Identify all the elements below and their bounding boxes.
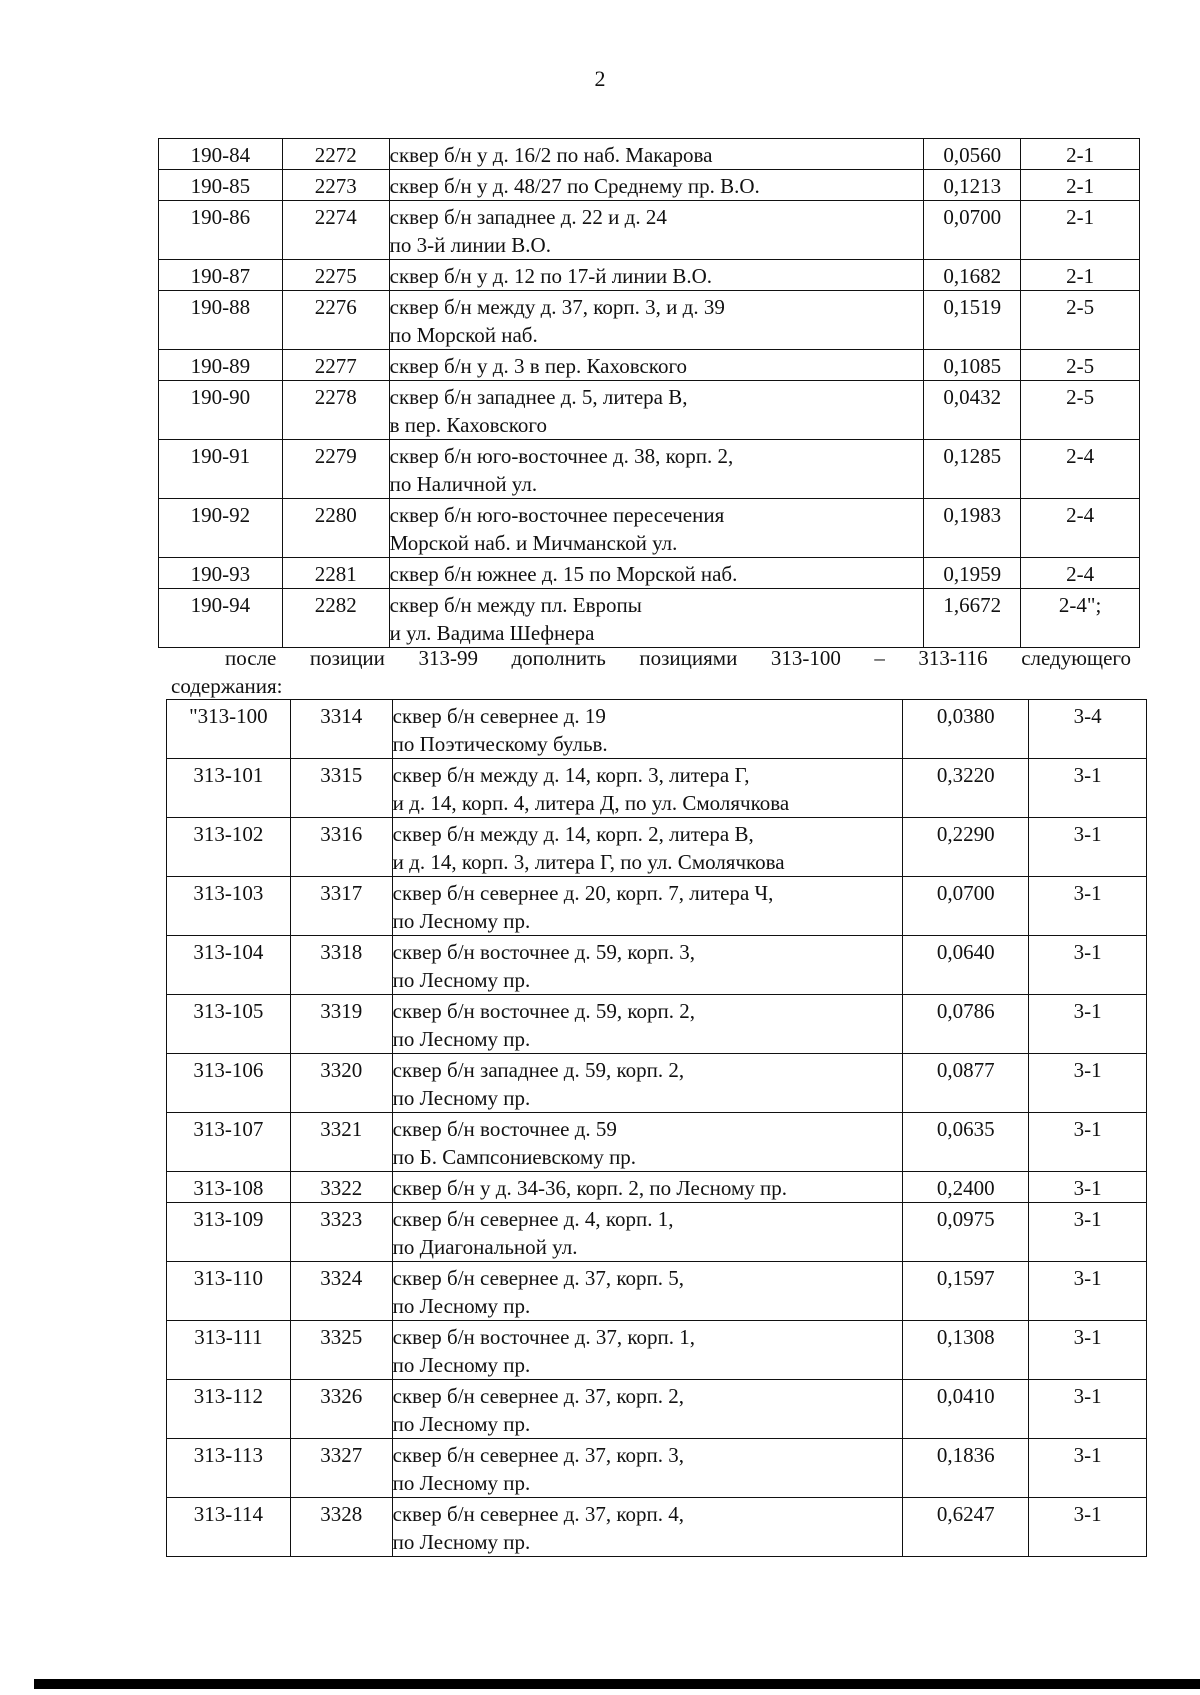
square-name-cell — [392, 759, 903, 818]
position-code-cell: 190-85 — [159, 170, 283, 201]
table-row — [167, 995, 1147, 1054]
zone-cell: 2-5 — [1021, 350, 1140, 381]
square-name-cell — [392, 936, 903, 995]
table-row — [167, 1262, 1147, 1321]
table-row — [159, 201, 1140, 260]
registry-number-cell: 2274 — [282, 201, 389, 260]
square-name-cell — [392, 1203, 903, 1262]
table-row — [159, 170, 1140, 201]
position-code-cell: 190-84 — [159, 139, 283, 170]
squares-table-lower — [166, 699, 1147, 1557]
zone-cell: 3-1 — [1029, 818, 1147, 877]
zone-cell: 2-4 — [1021, 440, 1140, 499]
square-name-cell — [389, 440, 924, 499]
area-cell: 0,0380 — [903, 700, 1029, 759]
square-name-line: сквер б/н западнее д. 22 и д. 24 — [389, 205, 667, 229]
table-row — [167, 1380, 1147, 1439]
square-name-cell — [392, 1498, 903, 1557]
square-name-line: по Наличной ул. — [389, 472, 538, 496]
registry-number-cell: 3316 — [290, 818, 392, 877]
square-name-line: по Лесному пр. — [392, 1471, 531, 1495]
registry-number-cell: 2275 — [282, 260, 389, 291]
square-name-cell — [392, 877, 903, 936]
area-cell: 0,0700 — [924, 201, 1021, 260]
square-name-cell — [389, 558, 924, 589]
square-name-cell — [392, 1054, 903, 1113]
position-code-cell: 190-92 — [159, 499, 283, 558]
area-cell: 0,0786 — [903, 995, 1029, 1054]
area-cell: 0,2290 — [903, 818, 1029, 877]
position-code-cell: 190-86 — [159, 201, 283, 260]
area-cell: 0,1836 — [903, 1439, 1029, 1498]
position-code-cell: 313-102 — [167, 818, 291, 877]
zone-cell: 3-1 — [1029, 1439, 1147, 1498]
square-name-line: сквер б/н между д. 14, корп. 2, литера В, — [392, 822, 754, 846]
registry-number-cell: 3318 — [290, 936, 392, 995]
table-row — [167, 1172, 1147, 1203]
square-name-line: сквер б/н между д. 37, корп. 3, и д. 39 — [389, 295, 725, 319]
square-name-line: сквер б/н севернее д. 37, корп. 3, — [392, 1443, 685, 1467]
table-row — [159, 139, 1140, 170]
square-name-cell — [389, 170, 924, 201]
square-name-line: сквер б/н у д. 16/2 по наб. Макарова — [389, 143, 713, 167]
area-cell: 0,1983 — [924, 499, 1021, 558]
position-code-cell: 190-87 — [159, 260, 283, 291]
square-name-cell — [392, 700, 903, 759]
square-name-line: сквер б/н юго-восточнее пересечения — [389, 503, 725, 527]
area-cell: 0,0635 — [903, 1113, 1029, 1172]
table-row — [167, 1203, 1147, 1262]
table-row — [167, 877, 1147, 936]
square-name-line: сквер б/н западнее д. 5, литера В, — [389, 385, 688, 409]
position-code-cell: 313-103 — [167, 877, 291, 936]
square-name-line: сквер б/н у д. 34-36, корп. 2, по Лесному пр. — [392, 1176, 787, 1200]
square-name-cell — [392, 818, 903, 877]
zone-cell: 3-1 — [1029, 1380, 1147, 1439]
area-cell: 0,0640 — [903, 936, 1029, 995]
zone-cell: 3-1 — [1029, 1498, 1147, 1557]
square-name-cell — [392, 1113, 903, 1172]
square-name-cell — [389, 350, 924, 381]
registry-number-cell: 3314 — [290, 700, 392, 759]
squares-table-upper — [158, 138, 1140, 648]
registry-number-cell: 3324 — [290, 1262, 392, 1321]
position-code-cell: 313-109 — [167, 1203, 291, 1262]
square-name-line: сквер б/н у д. 3 в пер. Каховского — [389, 354, 688, 378]
square-name-cell — [392, 1172, 903, 1203]
zone-cell: 2-5 — [1021, 291, 1140, 350]
square-name-line: сквер б/н восточнее д. 37, корп. 1, — [392, 1325, 696, 1349]
registry-number-cell: 3320 — [290, 1054, 392, 1113]
registry-number-cell: 3315 — [290, 759, 392, 818]
square-name-cell — [389, 139, 924, 170]
position-code-cell: 190-91 — [159, 440, 283, 499]
table-row — [167, 818, 1147, 877]
square-name-cell — [389, 499, 924, 558]
square-name-line: сквер б/н юго-восточнее д. 38, корп. 2, — [389, 444, 734, 468]
table-row — [159, 558, 1140, 589]
registry-number-cell: 3321 — [290, 1113, 392, 1172]
area-cell: 0,0432 — [924, 381, 1021, 440]
area-cell: 0,1285 — [924, 440, 1021, 499]
amendment-paragraph — [171, 644, 1131, 700]
registry-number-cell: 3323 — [290, 1203, 392, 1262]
zone-cell: 3-1 — [1029, 877, 1147, 936]
square-name-line: по Лесному пр. — [392, 1412, 531, 1436]
position-code-cell: 313-108 — [167, 1172, 291, 1203]
table-row — [167, 1439, 1147, 1498]
area-cell: 0,1213 — [924, 170, 1021, 201]
position-code-cell: 190-94 — [159, 589, 283, 648]
square-name-line: и ул. Вадима Шефнера — [389, 621, 595, 645]
square-name-line: сквер б/н западнее д. 59, корп. 2, — [392, 1058, 685, 1082]
zone-cell: 3-1 — [1029, 1321, 1147, 1380]
square-name-line: Морской наб. и Мичманской ул. — [389, 531, 678, 555]
registry-number-cell: 2282 — [282, 589, 389, 648]
zone-cell: 3-1 — [1029, 1113, 1147, 1172]
square-name-line: по Лесному пр. — [392, 1353, 531, 1377]
square-name-line: по Лесному пр. — [392, 1294, 531, 1318]
position-code-cell: 313-112 — [167, 1380, 291, 1439]
square-name-cell — [392, 995, 903, 1054]
position-code-cell: 190-89 — [159, 350, 283, 381]
square-name-line: сквер б/н севернее д. 20, корп. 7, литера Ч, — [392, 881, 774, 905]
square-name-line: сквер б/н севернее д. 37, корп. 5, — [392, 1266, 685, 1290]
area-cell: 0,6247 — [903, 1498, 1029, 1557]
square-name-cell — [392, 1262, 903, 1321]
registry-number-cell: 2279 — [282, 440, 389, 499]
registry-number-cell: 2278 — [282, 381, 389, 440]
zone-cell: 2-5 — [1021, 381, 1140, 440]
square-name-line: по Лесному пр. — [392, 1027, 531, 1051]
square-name-line: по Поэтическому бульв. — [392, 732, 608, 756]
square-name-cell — [389, 291, 924, 350]
square-name-cell — [392, 1321, 903, 1380]
table-row — [167, 1321, 1147, 1380]
registry-number-cell: 3326 — [290, 1380, 392, 1439]
area-cell: 0,1597 — [903, 1262, 1029, 1321]
area-cell: 0,0975 — [903, 1203, 1029, 1262]
table-row — [167, 936, 1147, 995]
square-name-cell — [392, 1380, 903, 1439]
position-code-cell: 313-106 — [167, 1054, 291, 1113]
square-name-line: по Б. Сампсониевскому пр. — [392, 1145, 637, 1169]
square-name-line: сквер б/н у д. 48/27 по Среднему пр. В.О. — [389, 174, 760, 198]
area-cell: 0,1308 — [903, 1321, 1029, 1380]
zone-cell: 2-1 — [1021, 139, 1140, 170]
zone-cell: 3-1 — [1029, 1054, 1147, 1113]
area-cell: 0,0877 — [903, 1054, 1029, 1113]
square-name-line: сквер б/н между пл. Европы — [389, 593, 642, 617]
registry-number-cell: 2272 — [282, 139, 389, 170]
zone-cell: 3-1 — [1029, 1262, 1147, 1321]
table-row — [167, 759, 1147, 818]
square-name-line: сквер б/н восточнее д. 59 — [392, 1117, 617, 1141]
square-name-line: по Морской наб. — [389, 323, 538, 347]
registry-number-cell: 3319 — [290, 995, 392, 1054]
square-name-line: сквер б/н у д. 12 по 17-й линии В.О. — [389, 264, 713, 288]
zone-cell: 3-4 — [1029, 700, 1147, 759]
table-row — [159, 381, 1140, 440]
area-cell: 1,6672 — [924, 589, 1021, 648]
area-cell: 0,1959 — [924, 558, 1021, 589]
position-code-cell: 190-88 — [159, 291, 283, 350]
square-name-line: сквер б/н между д. 14, корп. 3, литера Г, — [392, 763, 750, 787]
area-cell: 0,2400 — [903, 1172, 1029, 1203]
zone-cell: 3-1 — [1029, 936, 1147, 995]
table-row — [159, 350, 1140, 381]
zone-cell: 2-4"; — [1021, 589, 1140, 648]
square-name-line: сквер б/н севернее д. 19 — [392, 704, 606, 728]
table-row — [159, 440, 1140, 499]
registry-number-cell: 2273 — [282, 170, 389, 201]
position-code-cell: 313-113 — [167, 1439, 291, 1498]
zone-cell: 2-1 — [1021, 201, 1140, 260]
square-name-line: по Лесному пр. — [392, 1530, 531, 1554]
zone-cell: 3-1 — [1029, 1172, 1147, 1203]
position-code-cell: 313-105 — [167, 995, 291, 1054]
registry-number-cell: 2277 — [282, 350, 389, 381]
square-name-line: сквер б/н севернее д. 37, корп. 2, — [392, 1384, 685, 1408]
square-name-line: сквер б/н севернее д. 4, корп. 1, — [392, 1207, 674, 1231]
zone-cell: 2-1 — [1021, 260, 1140, 291]
position-code-cell: 190-90 — [159, 381, 283, 440]
zone-cell: 3-1 — [1029, 1203, 1147, 1262]
square-name-line: и д. 14, корп. 4, литера Д, по ул. Смолячкова — [392, 791, 790, 815]
square-name-line: по 3-й линии В.О. — [389, 233, 551, 257]
square-name-line: в пер. Каховского — [389, 413, 547, 437]
square-name-cell — [389, 589, 924, 648]
position-code-cell: "313-100 — [167, 700, 291, 759]
position-code-cell: 313-111 — [167, 1321, 291, 1380]
square-name-cell — [389, 201, 924, 260]
square-name-line: по Лесному пр. — [392, 968, 531, 992]
zone-cell: 2-4 — [1021, 558, 1140, 589]
paragraph-line-1: после позиции 313-99 дополнить позициями 313-100 – 313-116 следующего — [225, 646, 1131, 670]
area-cell: 0,1519 — [924, 291, 1021, 350]
position-code-cell: 313-110 — [167, 1262, 291, 1321]
table-row — [167, 1113, 1147, 1172]
zone-cell: 2-1 — [1021, 170, 1140, 201]
table-row — [167, 1054, 1147, 1113]
square-name-line: по Лесному пр. — [392, 909, 531, 933]
area-cell: 0,1682 — [924, 260, 1021, 291]
table-row — [159, 291, 1140, 350]
area-cell: 0,1085 — [924, 350, 1021, 381]
position-code-cell: 190-93 — [159, 558, 283, 589]
registry-number-cell: 2281 — [282, 558, 389, 589]
table-row — [159, 589, 1140, 648]
position-code-cell: 313-104 — [167, 936, 291, 995]
table-row — [167, 700, 1147, 759]
position-code-cell: 313-101 — [167, 759, 291, 818]
position-code-cell: 313-107 — [167, 1113, 291, 1172]
square-name-line: сквер б/н восточнее д. 59, корп. 3, — [392, 940, 696, 964]
square-name-line: сквер б/н восточнее д. 59, корп. 2, — [392, 999, 696, 1023]
square-name-cell — [389, 260, 924, 291]
registry-number-cell: 2280 — [282, 499, 389, 558]
position-code-cell: 313-114 — [167, 1498, 291, 1557]
square-name-cell — [392, 1439, 903, 1498]
square-name-line: сквер б/н южнее д. 15 по Морской наб. — [389, 562, 738, 586]
area-cell: 0,0700 — [903, 877, 1029, 936]
page-bottom-rule — [34, 1679, 1200, 1689]
square-name-line: по Лесному пр. — [392, 1086, 531, 1110]
registry-number-cell: 3325 — [290, 1321, 392, 1380]
square-name-line: сквер б/н севернее д. 37, корп. 4, — [392, 1502, 685, 1526]
registry-number-cell: 3317 — [290, 877, 392, 936]
area-cell: 0,3220 — [903, 759, 1029, 818]
registry-number-cell: 3328 — [290, 1498, 392, 1557]
square-name-line: по Диагональной ул. — [392, 1235, 578, 1259]
paragraph-line-2: содержания: — [171, 674, 283, 698]
zone-cell: 3-1 — [1029, 759, 1147, 818]
registry-number-cell: 3322 — [290, 1172, 392, 1203]
registry-number-cell: 2276 — [282, 291, 389, 350]
square-name-cell — [389, 381, 924, 440]
table-row — [159, 260, 1140, 291]
square-name-line: и д. 14, корп. 3, литера Г, по ул. Смолячкова — [392, 850, 785, 874]
table-row — [167, 1498, 1147, 1557]
table-row — [159, 499, 1140, 558]
zone-cell: 3-1 — [1029, 995, 1147, 1054]
page-number: 2 — [594, 66, 606, 91]
registry-number-cell: 3327 — [290, 1439, 392, 1498]
zone-cell: 2-4 — [1021, 499, 1140, 558]
area-cell: 0,0560 — [924, 139, 1021, 170]
area-cell: 0,0410 — [903, 1380, 1029, 1439]
